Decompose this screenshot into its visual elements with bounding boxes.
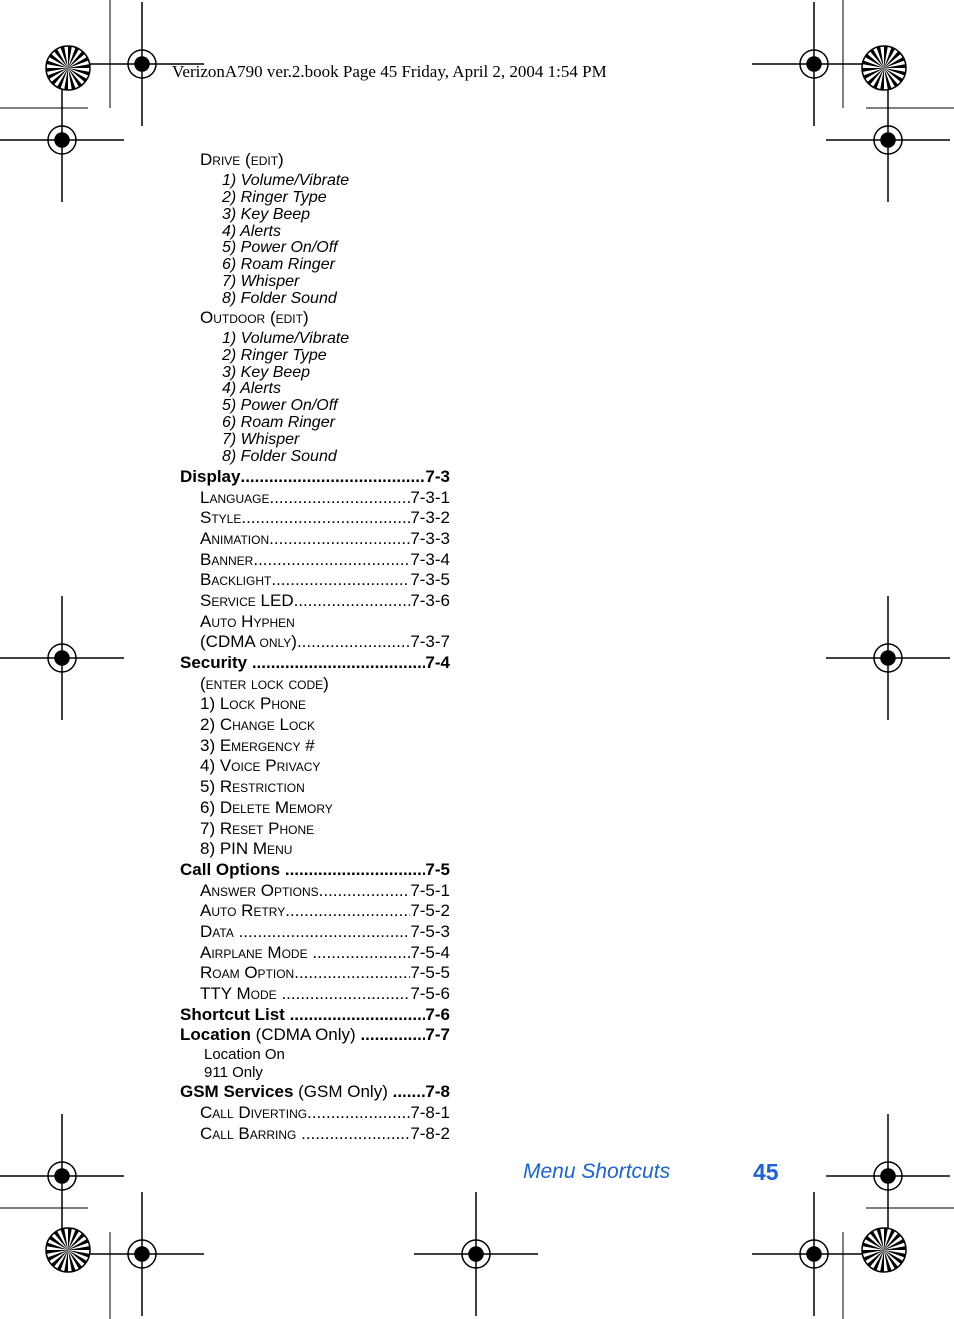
toc-entry-shortcut-list: Shortcut List ..... 7-6: [180, 1005, 450, 1025]
footer-section-title: Menu Shortcuts: [523, 1160, 671, 1183]
list-item: 2) Change Lock: [200, 715, 315, 734]
toc-entry: Banner ..... 7-3-4: [200, 550, 450, 570]
list-item: 8) Folder Sound: [222, 290, 337, 307]
toc-entry-display: Display ..... 7-3: [180, 467, 450, 487]
list-item: 4) Voice Privacy: [200, 756, 321, 775]
print-header: VerizonA790 ver.2.book Page 45 Friday, April 2, 2004 1:54 PM: [172, 62, 607, 81]
toc-entry: TTY Mode ..... 7-5-6: [200, 984, 450, 1004]
drive-heading: Drive (edit): [200, 150, 284, 169]
list-item: 5) Restriction: [200, 777, 305, 796]
list-item: 8) PIN Menu: [200, 839, 293, 858]
list-item: 8) Folder Sound: [222, 448, 337, 465]
list-item: 2) Ringer Type: [222, 189, 327, 206]
toc-entry: Roam Option ..... 7-5-5: [200, 963, 450, 983]
list-item: 6) Delete Memory: [200, 798, 333, 817]
list-item: 7) Whisper: [222, 431, 300, 448]
list-item: 3) Key Beep: [222, 364, 311, 381]
toc-entry-security: Security ..... 7-4: [180, 653, 450, 673]
toc-entry-gsm-services: GSM Services (GSM Only) ..... 7-8: [180, 1082, 450, 1102]
list-item: 7) Reset Phone: [200, 819, 315, 838]
toc-entry: Airplane Mode ..... 7-5-4: [200, 943, 450, 963]
toc-entry-location: Location (CDMA Only) ..... 7-7: [180, 1025, 450, 1045]
outdoor-heading: Outdoor (edit): [200, 308, 309, 327]
list-item: 7) Whisper: [222, 273, 300, 290]
toc-entry: Style ..... 7-3-2: [200, 508, 450, 528]
list-item: 4) Alerts: [222, 223, 281, 240]
list-item: 5) Power On/Off: [222, 397, 338, 414]
list-item: 3) Emergency #: [200, 736, 315, 755]
toc-entry-label: Auto Hyphen: [200, 612, 295, 631]
toc-entry: Service LED ..... 7-3-6: [200, 591, 450, 611]
list-item: 1) Volume/Vibrate: [222, 330, 350, 347]
list-item: 1) Volume/Vibrate: [222, 172, 350, 189]
toc-entry: Language ..... 7-3-1: [200, 488, 450, 508]
security-note: (enter lock code): [200, 674, 329, 693]
list-item: 911 Only: [204, 1064, 263, 1081]
list-item: 2) Ringer Type: [222, 347, 327, 364]
toc-entry-call-options: Call Options ..... 7-5: [180, 860, 450, 880]
list-item: 5) Power On/Off: [222, 239, 338, 256]
list-item: Location On: [204, 1046, 285, 1063]
list-item: 6) Roam Ringer: [222, 256, 335, 273]
toc-entry: Call Diverting ..... 7-8-1: [200, 1103, 450, 1123]
list-item: 4) Alerts: [222, 380, 281, 397]
toc-entry: Data ..... 7-5-3: [200, 922, 450, 942]
toc-entry: Animation ..... 7-3-3: [200, 529, 450, 549]
list-item: 6) Roam Ringer: [222, 414, 335, 431]
list-item: 1) Lock Phone: [200, 694, 307, 713]
toc-entry: Call Barring ..... 7-8-2: [200, 1124, 450, 1144]
toc-entry: Auto Retry ..... 7-5-2: [200, 901, 450, 921]
toc-entry: Backlight ..... 7-3-5: [200, 570, 450, 590]
toc-entry: (CDMA only) ..... 7-3-7: [200, 632, 450, 652]
toc-entry: Answer Options ..... 7-5-1: [200, 881, 450, 901]
page-number: 45: [753, 1159, 779, 1185]
list-item: 3) Key Beep: [222, 206, 311, 223]
